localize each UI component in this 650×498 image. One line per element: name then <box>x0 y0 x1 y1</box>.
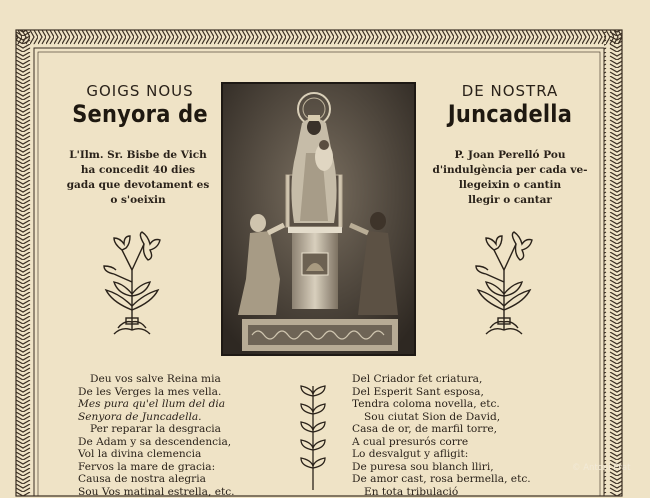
title-de-nostra: DE NOSTRA <box>440 82 580 100</box>
verse-line: Del Criador fet criatura, <box>352 373 562 386</box>
verse-line: Per reparar la desgracia <box>78 423 288 436</box>
verse-line: Fervos la mare de gracia: <box>78 461 288 474</box>
indulgence-right <box>430 148 590 208</box>
indulgence-line: P. Joan Perelló Pou <box>430 148 590 163</box>
indulgence-line: llegir o cantar <box>430 193 590 208</box>
verse-line: Deu vos salve Reina mia <box>78 373 288 386</box>
verses-left-column <box>78 373 288 498</box>
verse-line: De amor cast, rosa bermella, etc. <box>352 473 562 486</box>
copyright-watermark: © Antoni Prat <box>572 463 630 473</box>
verse-line: Sou Vos matinal estrella, etc. <box>78 486 288 498</box>
indulgence-left <box>58 148 218 208</box>
verse-line: Vol la divina clemencia <box>78 448 288 461</box>
indulgence-line: o s'oeixin <box>58 193 218 208</box>
verse-line: En tota tribulació <box>352 486 562 498</box>
indulgence-line: L'Ilm. Sr. Bisbe de Vich <box>58 148 218 163</box>
verse-line: Causa de nostra alegria <box>78 473 288 486</box>
title-juncadella: Juncadella <box>440 100 580 128</box>
verse-line: Casa de or, de marfil torre, <box>352 423 562 436</box>
verse-line: A cual presurós corre <box>352 436 562 449</box>
indulgence-line: ha concedit 40 dies <box>58 163 218 178</box>
verse-line: Mes pura qu'el llum del dia <box>78 398 288 411</box>
verse-line: De les Verges la mes vella. <box>78 386 288 399</box>
virgin-statue-photo <box>222 83 415 355</box>
title-left-block <box>70 82 210 126</box>
verse-line: De puresa sou blanch lliri, <box>352 461 562 474</box>
leaf-sprig-ornament-icon <box>296 382 330 492</box>
title-right-block <box>440 82 580 126</box>
verse-line: De Adam y sa descendencia, <box>78 436 288 449</box>
verse-line: Senyora de Juncadella. <box>78 411 288 424</box>
verse-line: Lo desvalgut y afligit: <box>352 448 562 461</box>
title-senyora-de: Senyora de <box>70 100 210 128</box>
indulgence-line: d'indulgència per cada ve- <box>430 163 590 178</box>
verse-line: Tendra coloma novella, etc. <box>352 398 562 411</box>
indulgence-line: llegeixin o cantin <box>430 178 590 193</box>
verse-line: Sou ciutat Sion de David, <box>352 411 562 424</box>
lily-ornament-icon <box>472 230 536 338</box>
verses-right-column <box>352 373 562 498</box>
title-goigs-nous: GOIGS NOUS <box>70 82 210 100</box>
lily-ornament-icon <box>100 230 164 338</box>
indulgence-line: gada que devotament es <box>58 178 218 193</box>
verse-line: Del Esperit Sant esposa, <box>352 386 562 399</box>
